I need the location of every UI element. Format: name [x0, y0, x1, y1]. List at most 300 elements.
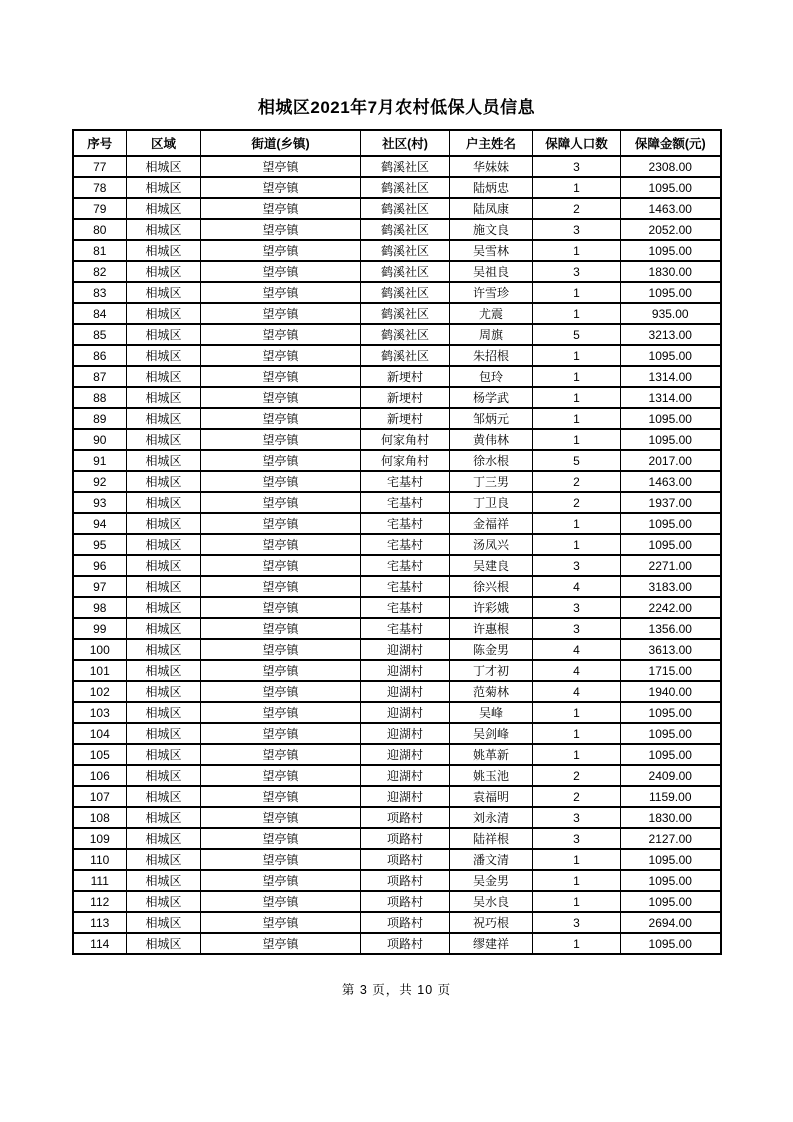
cell-householder-name: 尤震: [450, 303, 533, 324]
cell-village: 迎湖村: [361, 723, 450, 744]
cell-householder-name: 丁三男: [450, 471, 533, 492]
cell-index: 114: [73, 933, 127, 954]
table-row: [73, 219, 721, 240]
column-header-district: 区域: [127, 130, 201, 156]
cell-insured-amount: 1715.00: [621, 660, 721, 681]
column-header-village: 社区(村): [361, 130, 450, 156]
cell-insured-population: 1: [533, 282, 621, 303]
cell-index: 85: [73, 324, 127, 345]
cell-township: 望亭镇: [201, 828, 361, 849]
cell-householder-name: 许彩娥: [450, 597, 533, 618]
cell-village: 项路村: [361, 849, 450, 870]
cell-township: 望亭镇: [201, 576, 361, 597]
cell-insured-amount: 1830.00: [621, 261, 721, 282]
cell-village: 鹤溪社区: [361, 219, 450, 240]
cell-householder-name: 许惠根: [450, 618, 533, 639]
table-row: [73, 324, 721, 345]
cell-index: 87: [73, 366, 127, 387]
cell-district: 相城区: [127, 597, 201, 618]
cell-township: 望亭镇: [201, 492, 361, 513]
cell-insured-amount: 1095.00: [621, 702, 721, 723]
cell-village: 新埂村: [361, 366, 450, 387]
cell-insured-population: 1: [533, 345, 621, 366]
cell-district: 相城区: [127, 555, 201, 576]
cell-township: 望亭镇: [201, 807, 361, 828]
cell-insured-amount: 1356.00: [621, 618, 721, 639]
table-row: [73, 240, 721, 261]
cell-insured-amount: 2052.00: [621, 219, 721, 240]
cell-insured-amount: 2271.00: [621, 555, 721, 576]
cell-insured-population: 1: [533, 387, 621, 408]
table-row: [73, 828, 721, 849]
cell-district: 相城区: [127, 576, 201, 597]
cell-householder-name: 金福祥: [450, 513, 533, 534]
cell-insured-population: 1: [533, 513, 621, 534]
table-row: [73, 933, 721, 954]
cell-township: 望亭镇: [201, 471, 361, 492]
table-row: [73, 597, 721, 618]
cell-village: 宅基村: [361, 618, 450, 639]
cell-householder-name: 陆炳忠: [450, 177, 533, 198]
cell-insured-population: 1: [533, 891, 621, 912]
cell-insured-population: 3: [533, 219, 621, 240]
cell-householder-name: 施文良: [450, 219, 533, 240]
cell-index: 88: [73, 387, 127, 408]
cell-insured-amount: 2694.00: [621, 912, 721, 933]
table-row: [73, 261, 721, 282]
cell-village: 鹤溪社区: [361, 240, 450, 261]
cell-village: 鹤溪社区: [361, 156, 450, 177]
cell-insured-amount: 1095.00: [621, 513, 721, 534]
cell-village: 迎湖村: [361, 765, 450, 786]
column-header-index: 序号: [73, 130, 127, 156]
cell-district: 相城区: [127, 282, 201, 303]
cell-township: 望亭镇: [201, 240, 361, 261]
cell-insured-population: 1: [533, 849, 621, 870]
cell-insured-amount: 935.00: [621, 303, 721, 324]
cell-village: 鹤溪社区: [361, 303, 450, 324]
table-row: [73, 660, 721, 681]
cell-township: 望亭镇: [201, 219, 361, 240]
cell-district: 相城区: [127, 744, 201, 765]
cell-township: 望亭镇: [201, 618, 361, 639]
table-row: [73, 366, 721, 387]
cell-village: 何家角村: [361, 429, 450, 450]
cell-index: 92: [73, 471, 127, 492]
cell-village: 鹤溪社区: [361, 282, 450, 303]
cell-township: 望亭镇: [201, 429, 361, 450]
cell-insured-population: 1: [533, 303, 621, 324]
table-row: [73, 345, 721, 366]
cell-village: 新埂村: [361, 408, 450, 429]
cell-district: 相城区: [127, 702, 201, 723]
cell-insured-amount: 1095.00: [621, 891, 721, 912]
cell-village: 项路村: [361, 828, 450, 849]
cell-village: 鹤溪社区: [361, 177, 450, 198]
cell-insured-population: 2: [533, 786, 621, 807]
cell-district: 相城区: [127, 912, 201, 933]
table-body: [73, 156, 721, 954]
cell-township: 望亭镇: [201, 261, 361, 282]
cell-index: 81: [73, 240, 127, 261]
cell-householder-name: 邹炳元: [450, 408, 533, 429]
cell-insured-population: 3: [533, 618, 621, 639]
cell-index: 111: [73, 870, 127, 891]
cell-insured-population: 4: [533, 681, 621, 702]
cell-village: 宅基村: [361, 513, 450, 534]
table-row: [73, 744, 721, 765]
cell-householder-name: 丁才初: [450, 660, 533, 681]
cell-householder-name: 缪建祥: [450, 933, 533, 954]
cell-insured-population: 1: [533, 744, 621, 765]
cell-village: 迎湖村: [361, 786, 450, 807]
cell-district: 相城区: [127, 366, 201, 387]
table-row: [73, 723, 721, 744]
cell-householder-name: 徐水根: [450, 450, 533, 471]
cell-householder-name: 吴祖良: [450, 261, 533, 282]
table-row: [73, 681, 721, 702]
cell-township: 望亭镇: [201, 744, 361, 765]
table-row: [73, 618, 721, 639]
cell-householder-name: 祝巧根: [450, 912, 533, 933]
cell-insured-amount: 1463.00: [621, 198, 721, 219]
cell-index: 113: [73, 912, 127, 933]
cell-township: 望亭镇: [201, 765, 361, 786]
cell-insured-population: 2: [533, 471, 621, 492]
cell-village: 迎湖村: [361, 702, 450, 723]
cell-district: 相城区: [127, 933, 201, 954]
cell-insured-population: 2: [533, 765, 621, 786]
cell-village: 鹤溪社区: [361, 261, 450, 282]
cell-township: 望亭镇: [201, 345, 361, 366]
table-row: [73, 408, 721, 429]
table-row: [73, 282, 721, 303]
cell-householder-name: 包玲: [450, 366, 533, 387]
cell-insured-amount: 3613.00: [621, 639, 721, 660]
cell-township: 望亭镇: [201, 849, 361, 870]
cell-householder-name: 范菊林: [450, 681, 533, 702]
cell-householder-name: 姚玉池: [450, 765, 533, 786]
cell-householder-name: 姚革新: [450, 744, 533, 765]
cell-district: 相城区: [127, 723, 201, 744]
cell-insured-population: 2: [533, 492, 621, 513]
cell-township: 望亭镇: [201, 681, 361, 702]
cell-index: 93: [73, 492, 127, 513]
cell-insured-population: 1: [533, 177, 621, 198]
table-row: [73, 513, 721, 534]
cell-insured-population: 1: [533, 870, 621, 891]
cell-insured-amount: 1159.00: [621, 786, 721, 807]
cell-insured-amount: 1095.00: [621, 429, 721, 450]
cell-insured-population: 3: [533, 807, 621, 828]
cell-householder-name: 丁卫良: [450, 492, 533, 513]
cell-index: 90: [73, 429, 127, 450]
cell-district: 相城区: [127, 408, 201, 429]
cell-index: 105: [73, 744, 127, 765]
cell-district: 相城区: [127, 681, 201, 702]
cell-index: 78: [73, 177, 127, 198]
cell-township: 望亭镇: [201, 723, 361, 744]
cell-insured-amount: 1095.00: [621, 723, 721, 744]
cell-index: 110: [73, 849, 127, 870]
cell-insured-amount: 1940.00: [621, 681, 721, 702]
cell-district: 相城区: [127, 450, 201, 471]
cell-district: 相城区: [127, 387, 201, 408]
cell-insured-population: 5: [533, 324, 621, 345]
cell-insured-population: 4: [533, 576, 621, 597]
cell-insured-population: 1: [533, 702, 621, 723]
cell-index: 107: [73, 786, 127, 807]
cell-village: 宅基村: [361, 534, 450, 555]
cell-township: 望亭镇: [201, 282, 361, 303]
cell-township: 望亭镇: [201, 324, 361, 345]
table-row: [73, 429, 721, 450]
cell-township: 望亭镇: [201, 597, 361, 618]
cell-insured-population: 1: [533, 534, 621, 555]
cell-householder-name: 吴建良: [450, 555, 533, 576]
cell-township: 望亭镇: [201, 450, 361, 471]
cell-village: 迎湖村: [361, 681, 450, 702]
table-row: [73, 387, 721, 408]
cell-insured-population: 2: [533, 198, 621, 219]
cell-village: 新埂村: [361, 387, 450, 408]
cell-insured-population: 1: [533, 408, 621, 429]
cell-index: 79: [73, 198, 127, 219]
table-row: [73, 576, 721, 597]
cell-district: 相城区: [127, 513, 201, 534]
cell-index: 91: [73, 450, 127, 471]
cell-village: 鹤溪社区: [361, 345, 450, 366]
cell-township: 望亭镇: [201, 366, 361, 387]
cell-district: 相城区: [127, 492, 201, 513]
cell-householder-name: 朱招根: [450, 345, 533, 366]
cell-insured-amount: 1095.00: [621, 177, 721, 198]
cell-district: 相城区: [127, 324, 201, 345]
cell-index: 108: [73, 807, 127, 828]
cell-insured-amount: 1095.00: [621, 534, 721, 555]
table-row: [73, 450, 721, 471]
cell-village: 何家角村: [361, 450, 450, 471]
table-row: [73, 303, 721, 324]
cell-householder-name: 袁福明: [450, 786, 533, 807]
cell-insured-amount: 2308.00: [621, 156, 721, 177]
cell-insured-amount: 1463.00: [621, 471, 721, 492]
cell-index: 112: [73, 891, 127, 912]
cell-district: 相城区: [127, 156, 201, 177]
cell-insured-population: 4: [533, 660, 621, 681]
header-row: [73, 130, 721, 156]
cell-insured-amount: 1314.00: [621, 366, 721, 387]
cell-district: 相城区: [127, 471, 201, 492]
cell-district: 相城区: [127, 345, 201, 366]
table-row: [73, 870, 721, 891]
cell-index: 106: [73, 765, 127, 786]
column-header-insured-amount: 保障金额(元): [621, 130, 721, 156]
cell-householder-name: 陈金男: [450, 639, 533, 660]
cell-township: 望亭镇: [201, 786, 361, 807]
cell-householder-name: 刘永清: [450, 807, 533, 828]
cell-householder-name: 黄伟林: [450, 429, 533, 450]
cell-insured-population: 3: [533, 828, 621, 849]
table-row: [73, 765, 721, 786]
cell-index: 83: [73, 282, 127, 303]
cell-insured-amount: 3183.00: [621, 576, 721, 597]
cell-township: 望亭镇: [201, 933, 361, 954]
column-header-township: 街道(乡镇): [201, 130, 361, 156]
cell-index: 102: [73, 681, 127, 702]
cell-insured-population: 1: [533, 240, 621, 261]
cell-insured-population: 1: [533, 933, 621, 954]
cell-village: 迎湖村: [361, 660, 450, 681]
cell-householder-name: 吴水良: [450, 891, 533, 912]
cell-insured-population: 3: [533, 912, 621, 933]
cell-insured-amount: 1095.00: [621, 744, 721, 765]
cell-township: 望亭镇: [201, 912, 361, 933]
cell-village: 宅基村: [361, 576, 450, 597]
cell-householder-name: 许雪珍: [450, 282, 533, 303]
cell-district: 相城区: [127, 786, 201, 807]
cell-insured-population: 5: [533, 450, 621, 471]
cell-village: 宅基村: [361, 555, 450, 576]
cell-township: 望亭镇: [201, 639, 361, 660]
cell-district: 相城区: [127, 198, 201, 219]
page-title: 相城区2021年7月农村低保人员信息: [257, 98, 536, 117]
cell-householder-name: 吴峰: [450, 702, 533, 723]
table-row: [73, 471, 721, 492]
cell-insured-amount: 2409.00: [621, 765, 721, 786]
cell-index: 86: [73, 345, 127, 366]
table-row: [73, 492, 721, 513]
cell-district: 相城区: [127, 828, 201, 849]
cell-township: 望亭镇: [201, 534, 361, 555]
cell-insured-amount: 1937.00: [621, 492, 721, 513]
cell-index: 104: [73, 723, 127, 744]
cell-index: 101: [73, 660, 127, 681]
table-row: [73, 702, 721, 723]
cell-township: 望亭镇: [201, 198, 361, 219]
cell-insured-population: 1: [533, 429, 621, 450]
cell-district: 相城区: [127, 534, 201, 555]
cell-district: 相城区: [127, 849, 201, 870]
cell-district: 相城区: [127, 765, 201, 786]
cell-district: 相城区: [127, 303, 201, 324]
cell-district: 相城区: [127, 177, 201, 198]
cell-householder-name: 周旗: [450, 324, 533, 345]
cell-township: 望亭镇: [201, 513, 361, 534]
table-row: [73, 639, 721, 660]
table-row: [73, 156, 721, 177]
page-number: 第 3 页，共 10 页: [341, 983, 452, 997]
cell-householder-name: 华妹妹: [450, 156, 533, 177]
cell-index: 97: [73, 576, 127, 597]
cell-householder-name: 徐兴根: [450, 576, 533, 597]
cell-insured-population: 4: [533, 639, 621, 660]
table-row: [73, 198, 721, 219]
cell-insured-amount: 2127.00: [621, 828, 721, 849]
cell-district: 相城区: [127, 639, 201, 660]
cell-insured-amount: 1095.00: [621, 870, 721, 891]
cell-index: 98: [73, 597, 127, 618]
cell-insured-amount: 1095.00: [621, 933, 721, 954]
cell-township: 望亭镇: [201, 156, 361, 177]
cell-village: 项路村: [361, 807, 450, 828]
cell-householder-name: 吴剑峰: [450, 723, 533, 744]
cell-district: 相城区: [127, 660, 201, 681]
cell-district: 相城区: [127, 891, 201, 912]
cell-village: 迎湖村: [361, 744, 450, 765]
cell-insured-amount: 2242.00: [621, 597, 721, 618]
cell-householder-name: 杨学武: [450, 387, 533, 408]
cell-insured-population: 3: [533, 555, 621, 576]
cell-township: 望亭镇: [201, 555, 361, 576]
cell-village: 项路村: [361, 912, 450, 933]
cell-insured-population: 3: [533, 261, 621, 282]
cell-village: 项路村: [361, 891, 450, 912]
cell-district: 相城区: [127, 618, 201, 639]
cell-insured-amount: 1314.00: [621, 387, 721, 408]
cell-township: 望亭镇: [201, 387, 361, 408]
table-row: [73, 555, 721, 576]
table-row: [73, 849, 721, 870]
cell-index: 77: [73, 156, 127, 177]
cell-index: 80: [73, 219, 127, 240]
cell-insured-amount: 1095.00: [621, 408, 721, 429]
cell-index: 84: [73, 303, 127, 324]
cell-township: 望亭镇: [201, 408, 361, 429]
cell-insured-amount: 1095.00: [621, 240, 721, 261]
cell-index: 89: [73, 408, 127, 429]
cell-insured-population: 3: [533, 597, 621, 618]
cell-householder-name: 陆凤康: [450, 198, 533, 219]
cell-index: 99: [73, 618, 127, 639]
table-row: [73, 177, 721, 198]
cell-index: 96: [73, 555, 127, 576]
cell-householder-name: 潘文清: [450, 849, 533, 870]
column-header-insured-population: 保障人口数: [533, 130, 621, 156]
cell-householder-name: 汤凤兴: [450, 534, 533, 555]
cell-insured-amount: 3213.00: [621, 324, 721, 345]
cell-insured-amount: 2017.00: [621, 450, 721, 471]
cell-insured-population: 1: [533, 366, 621, 387]
cell-index: 109: [73, 828, 127, 849]
cell-township: 望亭镇: [201, 891, 361, 912]
cell-district: 相城区: [127, 261, 201, 282]
table-row: [73, 891, 721, 912]
cell-township: 望亭镇: [201, 177, 361, 198]
cell-village: 鹤溪社区: [361, 324, 450, 345]
table-row: [73, 912, 721, 933]
table-header: [73, 130, 721, 156]
cell-insured-amount: 1095.00: [621, 345, 721, 366]
cell-district: 相城区: [127, 240, 201, 261]
cell-insured-amount: 1095.00: [621, 849, 721, 870]
cell-insured-amount: 1830.00: [621, 807, 721, 828]
cell-township: 望亭镇: [201, 702, 361, 723]
welfare-table: [72, 129, 722, 955]
cell-district: 相城区: [127, 429, 201, 450]
cell-insured-population: 1: [533, 723, 621, 744]
cell-insured-amount: 1095.00: [621, 282, 721, 303]
cell-index: 94: [73, 513, 127, 534]
cell-village: 鹤溪社区: [361, 198, 450, 219]
cell-householder-name: 陆祥根: [450, 828, 533, 849]
cell-township: 望亭镇: [201, 303, 361, 324]
cell-insured-population: 3: [533, 156, 621, 177]
table-row: [73, 534, 721, 555]
cell-village: 宅基村: [361, 471, 450, 492]
cell-village: 宅基村: [361, 492, 450, 513]
cell-district: 相城区: [127, 870, 201, 891]
